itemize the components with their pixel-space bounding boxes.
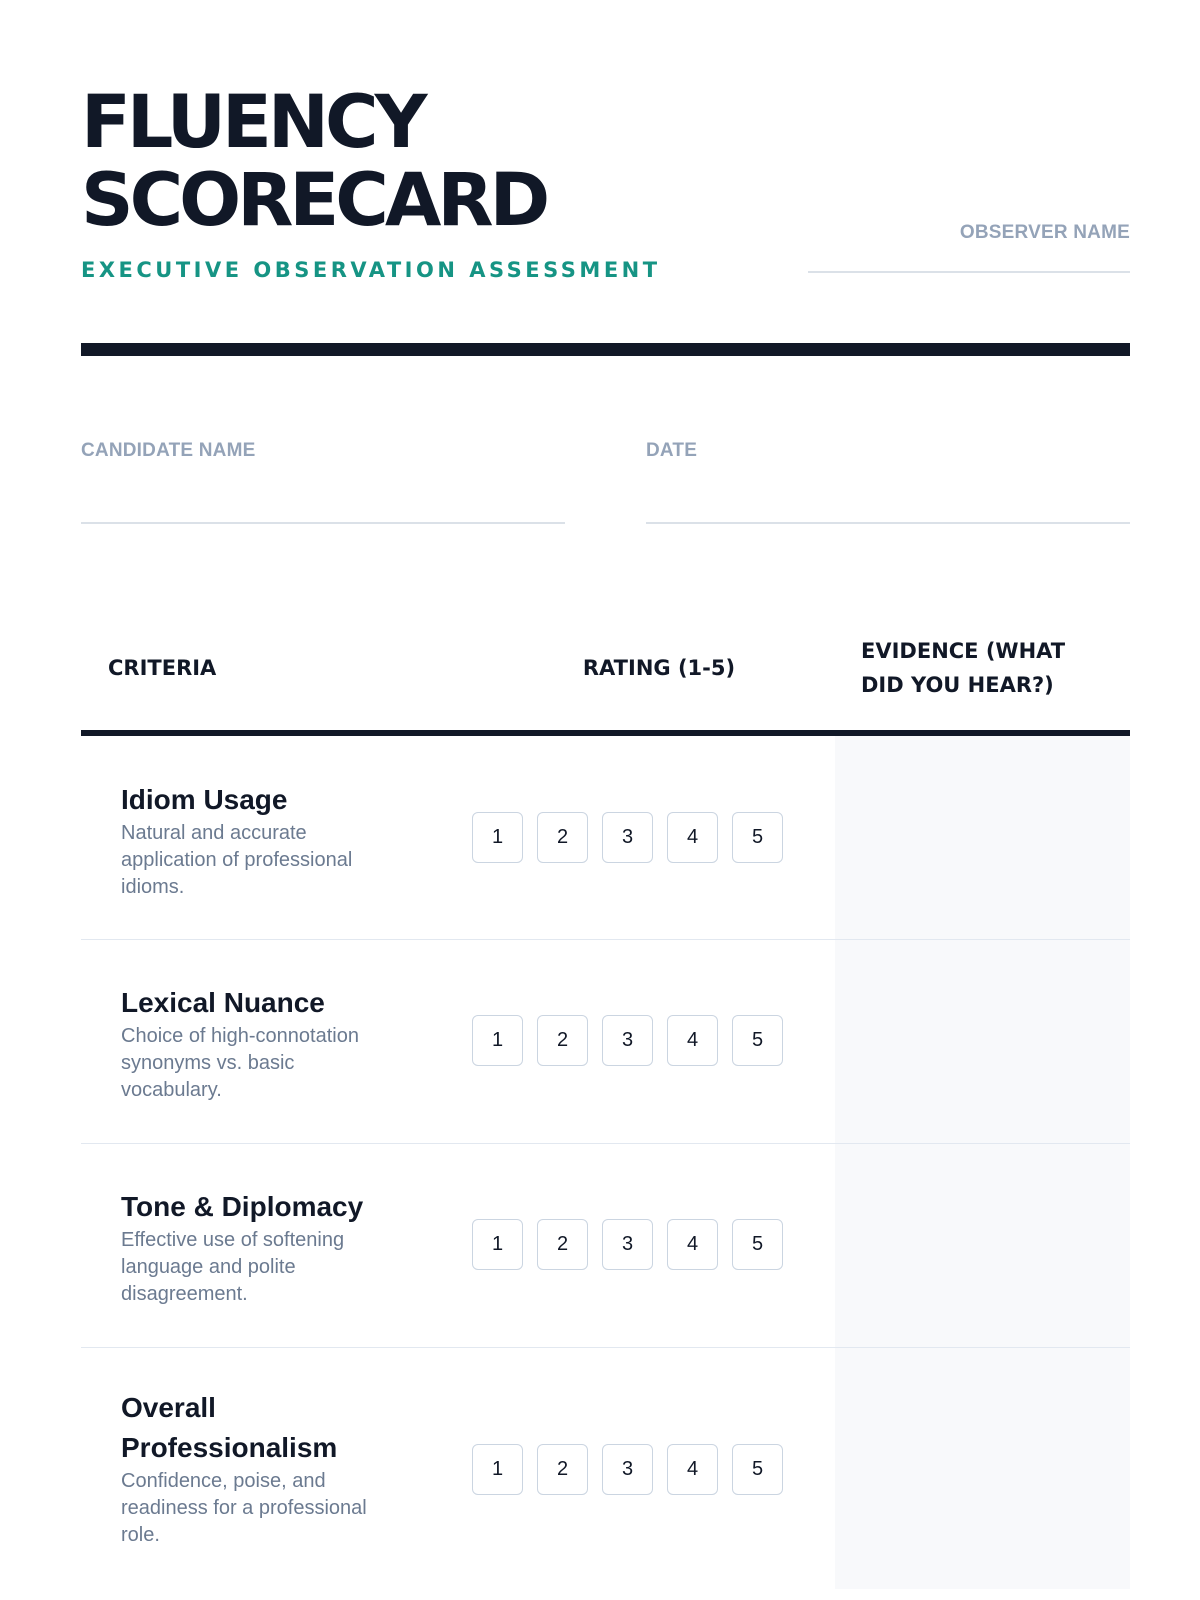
table-row — [81, 736, 1130, 940]
rating-box-5[interactable]: 5 — [732, 812, 783, 863]
criteria-cell — [121, 780, 391, 901]
observer-name-field[interactable] — [808, 222, 1130, 273]
criteria-name: Overall Professionalism — [121, 1392, 338, 1463]
rating-box-4[interactable]: 4 — [667, 1219, 718, 1270]
evidence-cell[interactable] — [835, 940, 1130, 1143]
header-evidence: EVIDENCE (WHAT DID YOU HEAR?) — [861, 639, 1066, 697]
rating-box-3[interactable]: 3 — [602, 1219, 653, 1270]
rating-box-1[interactable]: 1 — [472, 812, 523, 863]
scorecard-page — [81, 0, 1130, 1600]
criteria-description: Effective use of softening language and polite disagreement. — [121, 1229, 345, 1305]
rating-box-3[interactable]: 3 — [602, 1015, 653, 1066]
observer-name-line[interactable] — [808, 271, 1130, 273]
header-divider — [81, 343, 1130, 356]
criteria-cell — [121, 1388, 381, 1549]
rating-box-1[interactable]: 1 — [472, 1444, 523, 1495]
criteria-name: Idiom Usage — [121, 784, 288, 815]
evidence-cell[interactable] — [835, 1348, 1130, 1589]
criteria-cell — [121, 983, 391, 1104]
rating-box-3[interactable]: 3 — [602, 1444, 653, 1495]
criteria-description: Confidence, poise, and readiness for a professional role. — [121, 1470, 367, 1546]
rating-box-4[interactable]: 4 — [667, 1015, 718, 1066]
candidate-name-label: CANDIDATE NAME — [81, 440, 256, 461]
date-label: DATE — [646, 440, 698, 461]
rating-box-1[interactable]: 1 — [472, 1015, 523, 1066]
candidate-name-line[interactable] — [81, 522, 565, 524]
scorecard-table — [81, 628, 1130, 1589]
table-row — [81, 1144, 1130, 1348]
rating-scale — [472, 1219, 783, 1270]
observer-name-label: OBSERVER NAME — [959, 222, 1130, 243]
page-subtitle: EXECUTIVE OBSERVATION ASSESSMENT — [81, 258, 661, 282]
rating-scale — [472, 1015, 783, 1066]
rating-box-5[interactable]: 5 — [732, 1444, 783, 1495]
candidate-name-field[interactable] — [81, 440, 565, 462]
rating-box-5[interactable]: 5 — [732, 1219, 783, 1270]
evidence-cell[interactable] — [835, 1144, 1130, 1347]
rating-box-4[interactable]: 4 — [667, 812, 718, 863]
title-line-1: FLUENCY — [81, 80, 424, 165]
table-header — [81, 628, 1130, 736]
rating-box-2[interactable]: 2 — [537, 1219, 588, 1270]
criteria-cell — [121, 1187, 391, 1308]
rating-scale — [472, 1444, 783, 1495]
rating-box-5[interactable]: 5 — [732, 1015, 783, 1066]
criteria-description: Choice of high-connotation synonyms vs. basic vocabulary. — [121, 1025, 359, 1101]
rating-box-3[interactable]: 3 — [602, 812, 653, 863]
criteria-description: Natural and accurate application of professional idioms. — [121, 822, 353, 898]
table-row — [81, 940, 1130, 1144]
header-criteria: CRITERIA — [108, 656, 217, 680]
title-line-2: SCORECARD — [81, 158, 547, 243]
rating-box-2[interactable]: 2 — [537, 1444, 588, 1495]
table-row — [81, 1348, 1130, 1589]
rating-scale — [472, 812, 783, 863]
header-rating: RATING (1-5) — [582, 656, 736, 680]
rating-box-2[interactable]: 2 — [537, 1015, 588, 1066]
date-line[interactable] — [646, 522, 1130, 524]
rating-box-4[interactable]: 4 — [667, 1444, 718, 1495]
page-title — [81, 80, 547, 243]
rating-box-2[interactable]: 2 — [537, 812, 588, 863]
date-field[interactable] — [646, 440, 1130, 462]
criteria-name: Tone & Diplomacy — [121, 1191, 364, 1222]
evidence-cell[interactable] — [835, 736, 1130, 939]
rating-box-1[interactable]: 1 — [472, 1219, 523, 1270]
criteria-name: Lexical Nuance — [121, 987, 325, 1018]
